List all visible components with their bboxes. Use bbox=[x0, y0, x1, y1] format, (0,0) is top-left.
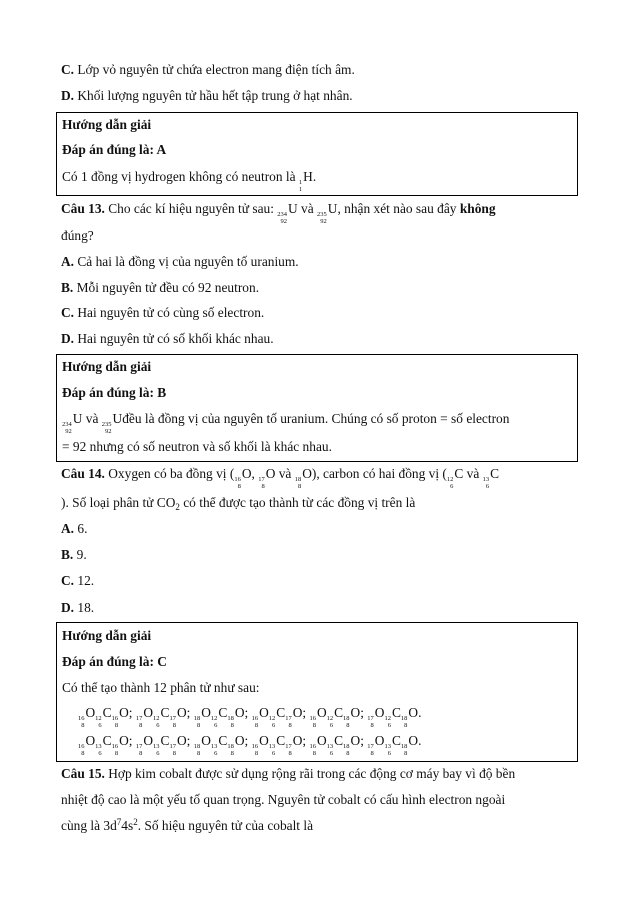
isotope-notation: 18 8 bbox=[400, 715, 408, 729]
molecule-formula: 18 8 O 13 6 C 18 8 O; bbox=[193, 733, 252, 757]
solution-box-3 bbox=[56, 622, 578, 762]
isotope-notation: 16 8 bbox=[251, 743, 259, 757]
isotope-notation: 18 8 bbox=[227, 743, 234, 757]
solution-text: 234 92 U và 235 92 Uđều là đồng vị của nguyên tố uranium. Chúng có số proton = số electron bbox=[62, 411, 510, 435]
option-a[interactable]: A. 6. bbox=[61, 521, 88, 536]
molecule-formula: 16 8 O 13 6 C 16 8 O; bbox=[78, 733, 136, 757]
option-a[interactable]: A. Cả hai là đồng vị của nguyên tố uranium. bbox=[61, 254, 299, 269]
solution-answer: Đáp án đúng là: A bbox=[62, 142, 167, 157]
isotope-notation: 18 8 bbox=[193, 743, 201, 757]
isotope-notation: 13 6 bbox=[384, 743, 391, 757]
molecule-formula: 17 8 O 12 6 C 17 8 O; bbox=[135, 705, 194, 729]
molecule-formula: 17 8 O 12 6 C 18 8 O. bbox=[367, 705, 422, 729]
isotope-notation: 12 6 bbox=[95, 715, 102, 729]
option-d[interactable]: D. Hai nguyên tử có số khối khác nhau. bbox=[61, 331, 274, 346]
isotope-notation: 16 8 bbox=[78, 743, 85, 757]
isotope-notation: 16 8 bbox=[309, 715, 316, 729]
isotope-notation: 13 6 bbox=[95, 743, 102, 757]
isotope-notation: 12 6 bbox=[153, 715, 160, 729]
isotope-notation: 17 8 bbox=[169, 743, 176, 757]
document-page: C. Lớp vỏ nguyên tử chứa electron mang điện tích âm. D. Khối lượng nguyên tử hầu hết tập trung ở hạt nhân. Hướng dẫn giải Đáp án đúng là: A Có 1 đồng vị hydrogen không có neutron là 1 1 H. Câu 13. Cho các kí hiệu nguyên tử sau: 234 92 U và 235 92 U, nhận xét nào sau đây không đúng? A. Cả hai là đồng vị của nguyên tố uranium. B. Mỗi nguyên tử đều có 92 neutron. C. Hai nguyên tử có cùng số electron. D. Hai nguyên tử có số khối khác nhau. Hướng dẫn giải Đáp án đúng là: B 234 92 U và 235 92 Uđều là đồng vị của nguyên tố uranium. Chúng có số proton = số electron = 92 nhưng có số neutron và số khối là khác nhau. Câu 14. Oxygen có ba đồng vị ( 16 8 O, 17 8 O và 18 8 O), carbon có hai đồng vị ( 12 6 C và 13 6 C ). Số loại phân tử $CO_2$ có thể được tạo thành từ các đồng vị trên là A. 6. B. 9. C. 12. D. 18. Hướng dẫn giải Đáp án đúng là: C Có thể tạo thành 12 phân tử như sau: 16 8 O 12 6 C 16 8 O; 17 8 O 12 6 C 17 8 O; 18 8 O 12 6 C 18 8 O; 16 8 O 12 6 C 17 8 O; 16 8 O 12 6 C 18 8 O; 17 8 O 12 6 C 18 8 O. 16 8 O 13 6 C 16 8 O; 17 8 O 13 6 C 17 8 O; 18 8 O 13 6 C 18 8 O; 16 8 O 13 6 C 17 8 O; 16 8 O 13 6 C 18 8 O; 17 8 O 13 6 C 18 8 O. Câu 15. Hợp kim cobalt được sử dụng rộng rãi trong các động cơ máy bay vì độ bền nhiệt độ cao là một yếu tố quan trọng. Nguyên tử cobalt có cấu hình electron ngoài cùng là $3d^74s^2$. Số hiệu nguyên tử của cobalt là bbox=[0, 0, 634, 898]
isotope-notation: 16 8 bbox=[78, 715, 85, 729]
isotope-notation: 234 92 bbox=[62, 421, 72, 435]
isotope-notation: 16 8 bbox=[111, 743, 119, 757]
isotope-notation: 13 6 bbox=[210, 743, 218, 757]
isotope-notation: 17 8 bbox=[135, 715, 143, 729]
isotope-notation: 17 8 bbox=[285, 743, 292, 757]
isotope-notation: 13 6 bbox=[326, 743, 334, 757]
isotope-notation: 18 8 bbox=[343, 715, 350, 729]
solution-box-1 bbox=[56, 112, 578, 196]
isotope-notation: 12 6 bbox=[268, 715, 276, 729]
isotope-notation: 18 8 bbox=[343, 743, 350, 757]
molecule-formula: 16 8 O 13 6 C 18 8 O; bbox=[309, 733, 368, 757]
isotope-notation: 1 1 bbox=[298, 179, 303, 193]
molecule-formula: 18 8 O 12 6 C 18 8 O; bbox=[193, 705, 252, 729]
isotope-notation: 12 6 bbox=[326, 715, 334, 729]
question-14: Câu 14. Oxygen có ba đồng vị ( 16 8 O, 17 8 O và 18 8 O), carbon có hai đồng vị ( 12 6 C và 13 6 C bbox=[61, 466, 500, 490]
option-key: D. bbox=[61, 88, 75, 103]
option-b[interactable]: B. 9. bbox=[61, 547, 87, 562]
isotope-notation: 16 8 bbox=[309, 743, 316, 757]
solution-box-2 bbox=[56, 354, 578, 462]
isotope-notation: 235 92 bbox=[101, 421, 112, 435]
option-text: Lớp vỏ nguyên tử chứa electron mang điện tích âm. bbox=[74, 62, 355, 77]
prev-option-d bbox=[61, 88, 353, 104]
molecule-formula: 17 8 O 13 6 C 18 8 O. bbox=[367, 733, 422, 757]
question-13: Câu 13. Cho các kí hiệu nguyên tử sau: 234 92 U và 235 92 U, nhận xét nào sau đây không bbox=[61, 201, 496, 225]
isotope-notation: 16 8 bbox=[111, 715, 119, 729]
option-text: Khối lượng nguyên tử hầu hết tập trung ở hạt nhân. bbox=[74, 88, 353, 103]
solution-text: = 92 nhưng có số neutron và số khối là khác nhau. bbox=[62, 439, 332, 454]
molecule-list-row-1 bbox=[78, 705, 421, 729]
isotope-notation: 18 8 bbox=[227, 715, 234, 729]
question-label: Câu 14. bbox=[61, 466, 105, 481]
isotope-notation: 234 92 bbox=[277, 211, 288, 225]
solution-text: Có thể tạo thành 12 phân tử như sau: bbox=[62, 680, 260, 695]
molecule-formula: 16 8 O 12 6 C 16 8 O; bbox=[78, 705, 136, 729]
option-c[interactable]: C. Hai nguyên tử có cùng số electron. bbox=[61, 305, 265, 320]
solution-heading: Hướng dẫn giải bbox=[62, 628, 152, 643]
molecule-formula: 16 8 O 12 6 C 18 8 O; bbox=[309, 705, 368, 729]
option-c[interactable]: C. 12. bbox=[61, 573, 95, 588]
isotope-notation: 17 8 bbox=[169, 715, 176, 729]
question-label: Câu 15. bbox=[61, 766, 105, 781]
solution-answer: Đáp án đúng là: B bbox=[62, 385, 167, 400]
molecule-formula: 16 8 O 13 6 C 17 8 O; bbox=[251, 733, 310, 757]
isotope-notation: 17 8 bbox=[367, 743, 374, 757]
option-d[interactable]: D. 18. bbox=[61, 600, 95, 615]
isotope-notation: 18 8 bbox=[400, 743, 408, 757]
question-label: Câu 13. bbox=[61, 201, 105, 216]
solution-heading: Hướng dẫn giải bbox=[62, 117, 152, 132]
prev-option-c bbox=[61, 62, 355, 78]
question-15: Câu 15. Hợp kim cobalt được sử dụng rộng rãi trong các động cơ máy bay vì độ bền bbox=[61, 766, 516, 781]
molecule-list-row-2 bbox=[78, 733, 421, 757]
isotope-notation: 13 6 bbox=[268, 743, 276, 757]
solution-text: Có 1 đồng vị hydrogen không có neutron là 1 1 H. bbox=[62, 169, 317, 193]
isotope-notation: 12 6 bbox=[210, 715, 218, 729]
option-b[interactable]: B. Mỗi nguyên tử đều có 92 neutron. bbox=[61, 280, 260, 295]
isotope-notation: 18 8 bbox=[193, 715, 201, 729]
molecule-formula: 16 8 O 12 6 C 17 8 O; bbox=[251, 705, 310, 729]
solution-heading: Hướng dẫn giải bbox=[62, 359, 152, 374]
isotope-notation: 16 8 bbox=[251, 715, 259, 729]
isotope-notation: 17 8 bbox=[367, 715, 374, 729]
isotope-notation: 13 6 bbox=[153, 743, 160, 757]
option-key: C. bbox=[61, 62, 75, 77]
isotope-notation: 17 8 bbox=[135, 743, 143, 757]
solution-answer: Đáp án đúng là: C bbox=[62, 654, 167, 669]
isotope-notation: 17 8 bbox=[285, 715, 292, 729]
molecule-formula: 17 8 O 13 6 C 17 8 O; bbox=[135, 733, 194, 757]
isotope-notation: 235 92 bbox=[317, 211, 327, 225]
isotope-notation: 12 6 bbox=[384, 715, 391, 729]
